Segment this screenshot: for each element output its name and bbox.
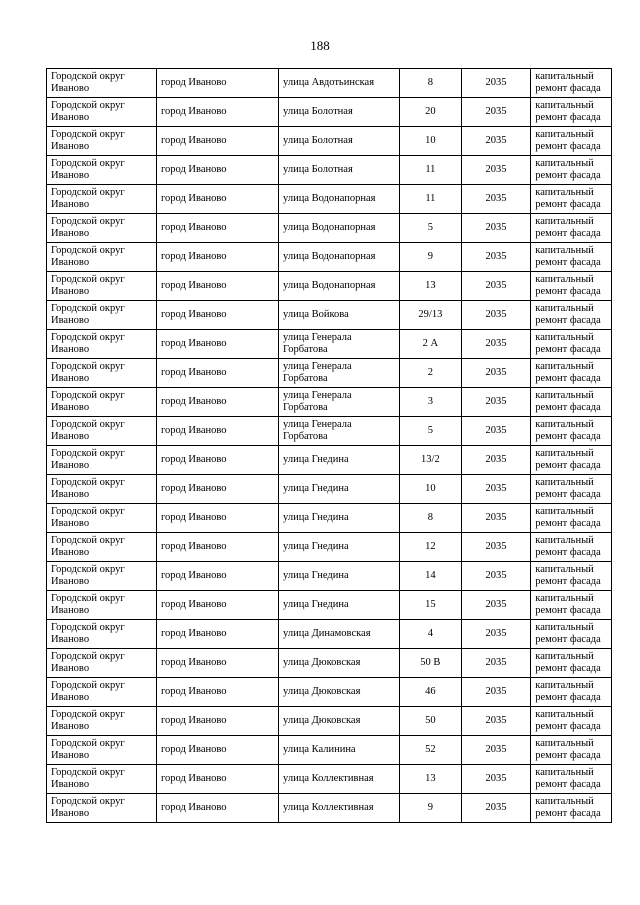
district-cell: Городской округ Иваново xyxy=(47,765,157,794)
repair-schedule-table xyxy=(46,68,612,823)
city-cell: город Иваново xyxy=(156,794,278,823)
house-number-cell: 29/13 xyxy=(400,301,462,330)
street-cell: улица Генерала Горбатова xyxy=(279,330,400,359)
year-cell: 2035 xyxy=(461,69,531,98)
table-row xyxy=(47,475,612,504)
street-cell: улица Гнедина xyxy=(279,446,400,475)
district-cell: Городской округ Иваново xyxy=(47,562,157,591)
street-cell: улица Дюковская xyxy=(279,649,400,678)
city-cell: город Иваново xyxy=(156,98,278,127)
table-row xyxy=(47,272,612,301)
district-cell: Городской округ Иваново xyxy=(47,272,157,301)
table-row xyxy=(47,678,612,707)
district-cell: Городской округ Иваново xyxy=(47,707,157,736)
work-type-cell: капитальный ремонт фасада xyxy=(531,272,612,301)
work-type-cell: капитальный ремонт фасада xyxy=(531,301,612,330)
work-type-cell: капитальный ремонт фасада xyxy=(531,359,612,388)
street-cell: улица Дюковская xyxy=(279,707,400,736)
table-row xyxy=(47,214,612,243)
table-row xyxy=(47,156,612,185)
year-cell: 2035 xyxy=(461,388,531,417)
work-type-cell: капитальный ремонт фасада xyxy=(531,678,612,707)
city-cell: город Иваново xyxy=(156,301,278,330)
city-cell: город Иваново xyxy=(156,562,278,591)
year-cell: 2035 xyxy=(461,417,531,446)
year-cell: 2035 xyxy=(461,649,531,678)
house-number-cell: 2 А xyxy=(400,330,462,359)
year-cell: 2035 xyxy=(461,707,531,736)
house-number-cell: 11 xyxy=(400,185,462,214)
house-number-cell: 46 xyxy=(400,678,462,707)
year-cell: 2035 xyxy=(461,591,531,620)
house-number-cell: 11 xyxy=(400,156,462,185)
house-number-cell: 50 xyxy=(400,707,462,736)
table-row xyxy=(47,69,612,98)
year-cell: 2035 xyxy=(461,533,531,562)
street-cell: улица Динамовская xyxy=(279,620,400,649)
house-number-cell: 8 xyxy=(400,69,462,98)
district-cell: Городской округ Иваново xyxy=(47,359,157,388)
year-cell: 2035 xyxy=(461,446,531,475)
district-cell: Городской округ Иваново xyxy=(47,301,157,330)
district-cell: Городской округ Иваново xyxy=(47,417,157,446)
house-number-cell: 9 xyxy=(400,794,462,823)
year-cell: 2035 xyxy=(461,301,531,330)
house-number-cell: 12 xyxy=(400,533,462,562)
year-cell: 2035 xyxy=(461,185,531,214)
street-cell: улица Водонапорная xyxy=(279,185,400,214)
work-type-cell: капитальный ремонт фасада xyxy=(531,707,612,736)
street-cell: улица Болотная xyxy=(279,127,400,156)
city-cell: город Иваново xyxy=(156,272,278,301)
table-row xyxy=(47,504,612,533)
table-row xyxy=(47,98,612,127)
table-row xyxy=(47,127,612,156)
district-cell: Городской округ Иваново xyxy=(47,243,157,272)
house-number-cell: 5 xyxy=(400,214,462,243)
street-cell: улица Генерала Горбатова xyxy=(279,417,400,446)
house-number-cell: 3 xyxy=(400,388,462,417)
district-cell: Городской округ Иваново xyxy=(47,620,157,649)
house-number-cell: 52 xyxy=(400,736,462,765)
street-cell: улица Генерала Горбатова xyxy=(279,359,400,388)
city-cell: город Иваново xyxy=(156,707,278,736)
work-type-cell: капитальный ремонт фасада xyxy=(531,417,612,446)
city-cell: город Иваново xyxy=(156,475,278,504)
city-cell: город Иваново xyxy=(156,678,278,707)
work-type-cell: капитальный ремонт фасада xyxy=(531,794,612,823)
year-cell: 2035 xyxy=(461,736,531,765)
work-type-cell: капитальный ремонт фасада xyxy=(531,214,612,243)
year-cell: 2035 xyxy=(461,359,531,388)
city-cell: город Иваново xyxy=(156,214,278,243)
street-cell: улица Болотная xyxy=(279,156,400,185)
city-cell: город Иваново xyxy=(156,504,278,533)
street-cell: улица Гнедина xyxy=(279,591,400,620)
city-cell: город Иваново xyxy=(156,243,278,272)
year-cell: 2035 xyxy=(461,562,531,591)
table-row xyxy=(47,330,612,359)
work-type-cell: капитальный ремонт фасада xyxy=(531,475,612,504)
year-cell: 2035 xyxy=(461,214,531,243)
house-number-cell: 13/2 xyxy=(400,446,462,475)
table-row xyxy=(47,301,612,330)
district-cell: Городской округ Иваново xyxy=(47,649,157,678)
table-row xyxy=(47,243,612,272)
table-row xyxy=(47,707,612,736)
table-row xyxy=(47,185,612,214)
street-cell: улица Генерала Горбатова xyxy=(279,388,400,417)
work-type-cell: капитальный ремонт фасада xyxy=(531,533,612,562)
year-cell: 2035 xyxy=(461,98,531,127)
table-row xyxy=(47,359,612,388)
table-row xyxy=(47,533,612,562)
work-type-cell: капитальный ремонт фасада xyxy=(531,446,612,475)
district-cell: Городской округ Иваново xyxy=(47,156,157,185)
street-cell: улица Коллективная xyxy=(279,794,400,823)
work-type-cell: капитальный ремонт фасада xyxy=(531,620,612,649)
work-type-cell: капитальный ремонт фасада xyxy=(531,330,612,359)
table-row xyxy=(47,446,612,475)
work-type-cell: капитальный ремонт фасада xyxy=(531,765,612,794)
city-cell: город Иваново xyxy=(156,127,278,156)
district-cell: Городской округ Иваново xyxy=(47,69,157,98)
house-number-cell: 15 xyxy=(400,591,462,620)
street-cell: улица Гнедина xyxy=(279,562,400,591)
house-number-cell: 13 xyxy=(400,272,462,301)
year-cell: 2035 xyxy=(461,765,531,794)
table-row xyxy=(47,417,612,446)
year-cell: 2035 xyxy=(461,678,531,707)
page-number: 188 xyxy=(310,38,330,53)
table-body xyxy=(47,69,612,823)
district-cell: Городской округ Иваново xyxy=(47,446,157,475)
street-cell: улица Авдотьинская xyxy=(279,69,400,98)
city-cell: город Иваново xyxy=(156,69,278,98)
house-number-cell: 2 xyxy=(400,359,462,388)
year-cell: 2035 xyxy=(461,272,531,301)
district-cell: Городской округ Иваново xyxy=(47,388,157,417)
house-number-cell: 5 xyxy=(400,417,462,446)
street-cell: улица Водонапорная xyxy=(279,243,400,272)
year-cell: 2035 xyxy=(461,330,531,359)
work-type-cell: капитальный ремонт фасада xyxy=(531,156,612,185)
house-number-cell: 14 xyxy=(400,562,462,591)
street-cell: улица Гнедина xyxy=(279,475,400,504)
street-cell: улица Коллективная xyxy=(279,765,400,794)
table-row xyxy=(47,794,612,823)
city-cell: город Иваново xyxy=(156,359,278,388)
city-cell: город Иваново xyxy=(156,765,278,794)
work-type-cell: капитальный ремонт фасада xyxy=(531,69,612,98)
work-type-cell: капитальный ремонт фасада xyxy=(531,388,612,417)
table-row xyxy=(47,591,612,620)
year-cell: 2035 xyxy=(461,156,531,185)
district-cell: Городской округ Иваново xyxy=(47,678,157,707)
street-cell: улица Водонапорная xyxy=(279,272,400,301)
street-cell: улица Болотная xyxy=(279,98,400,127)
street-cell: улица Гнедина xyxy=(279,504,400,533)
year-cell: 2035 xyxy=(461,127,531,156)
table-row xyxy=(47,388,612,417)
house-number-cell: 10 xyxy=(400,127,462,156)
table-row xyxy=(47,620,612,649)
district-cell: Городской округ Иваново xyxy=(47,98,157,127)
city-cell: город Иваново xyxy=(156,736,278,765)
work-type-cell: капитальный ремонт фасада xyxy=(531,98,612,127)
district-cell: Городской округ Иваново xyxy=(47,330,157,359)
street-cell: улица Гнедина xyxy=(279,533,400,562)
district-cell: Городской округ Иваново xyxy=(47,475,157,504)
city-cell: город Иваново xyxy=(156,533,278,562)
city-cell: город Иваново xyxy=(156,330,278,359)
district-cell: Городской округ Иваново xyxy=(47,736,157,765)
city-cell: город Иваново xyxy=(156,156,278,185)
house-number-cell: 13 xyxy=(400,765,462,794)
district-cell: Городской округ Иваново xyxy=(47,185,157,214)
house-number-cell: 10 xyxy=(400,475,462,504)
table-row xyxy=(47,649,612,678)
house-number-cell: 50 В xyxy=(400,649,462,678)
district-cell: Городской округ Иваново xyxy=(47,591,157,620)
city-cell: город Иваново xyxy=(156,620,278,649)
street-cell: улица Дюковская xyxy=(279,678,400,707)
district-cell: Городской округ Иваново xyxy=(47,214,157,243)
work-type-cell: капитальный ремонт фасада xyxy=(531,562,612,591)
year-cell: 2035 xyxy=(461,794,531,823)
city-cell: город Иваново xyxy=(156,446,278,475)
work-type-cell: капитальный ремонт фасада xyxy=(531,736,612,765)
work-type-cell: капитальный ремонт фасада xyxy=(531,649,612,678)
street-cell: улица Калинина xyxy=(279,736,400,765)
year-cell: 2035 xyxy=(461,475,531,504)
district-cell: Городской округ Иваново xyxy=(47,794,157,823)
city-cell: город Иваново xyxy=(156,388,278,417)
city-cell: город Иваново xyxy=(156,185,278,214)
city-cell: город Иваново xyxy=(156,417,278,446)
house-number-cell: 20 xyxy=(400,98,462,127)
house-number-cell: 9 xyxy=(400,243,462,272)
work-type-cell: капитальный ремонт фасада xyxy=(531,185,612,214)
district-cell: Городской округ Иваново xyxy=(47,533,157,562)
table-row xyxy=(47,736,612,765)
work-type-cell: капитальный ремонт фасада xyxy=(531,591,612,620)
district-cell: Городской округ Иваново xyxy=(47,504,157,533)
year-cell: 2035 xyxy=(461,620,531,649)
street-cell: улица Водонапорная xyxy=(279,214,400,243)
table-row xyxy=(47,562,612,591)
work-type-cell: капитальный ремонт фасада xyxy=(531,243,612,272)
house-number-cell: 8 xyxy=(400,504,462,533)
year-cell: 2035 xyxy=(461,243,531,272)
year-cell: 2035 xyxy=(461,504,531,533)
work-type-cell: капитальный ремонт фасада xyxy=(531,504,612,533)
city-cell: город Иваново xyxy=(156,649,278,678)
table-row xyxy=(47,765,612,794)
house-number-cell: 4 xyxy=(400,620,462,649)
city-cell: город Иваново xyxy=(156,591,278,620)
street-cell: улица Войкова xyxy=(279,301,400,330)
work-type-cell: капитальный ремонт фасада xyxy=(531,127,612,156)
district-cell: Городской округ Иваново xyxy=(47,127,157,156)
